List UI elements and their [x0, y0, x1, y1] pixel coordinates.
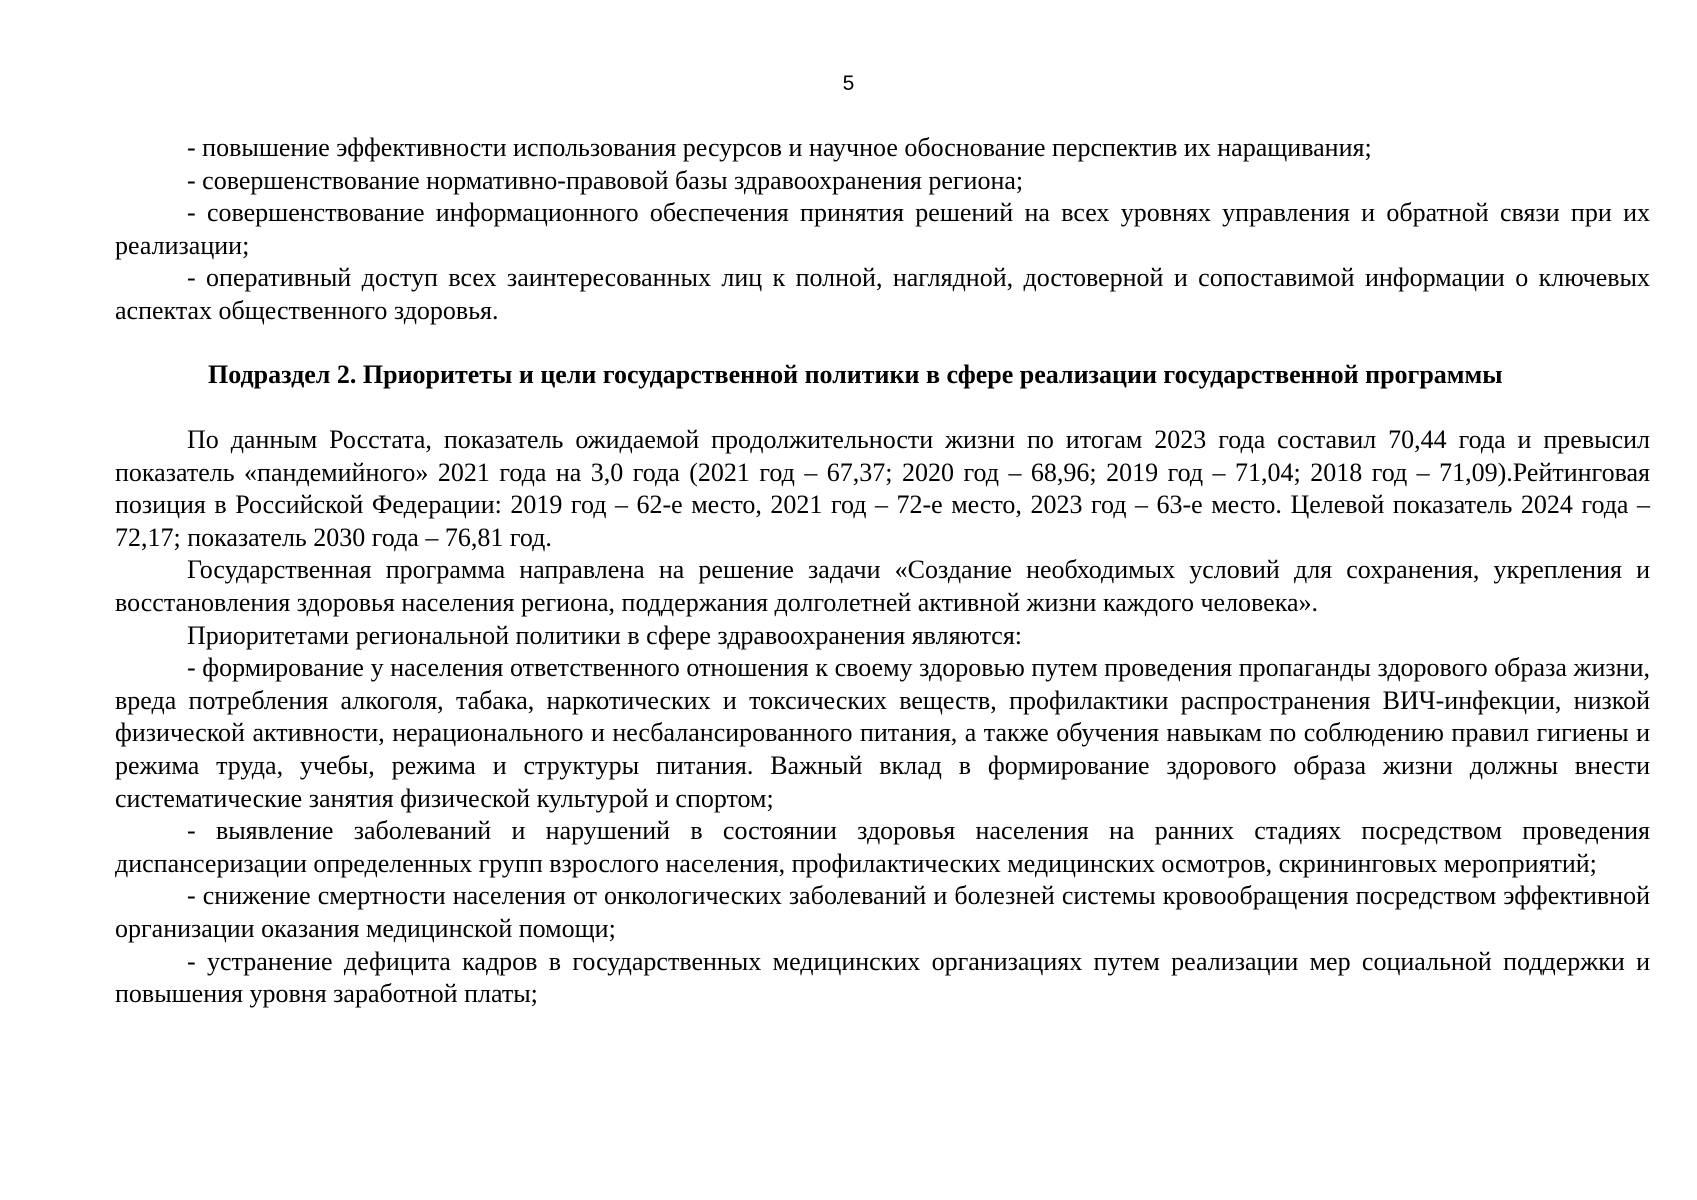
intro-list: [115, 132, 1650, 328]
intro-item: - повышение эффективности использования ресурсов и научное обоснование перспектив их наращивания;: [187, 133, 1372, 162]
paragraph-life-expectancy: По данным Росстата, показатель ожидаемой продолжительности жизни по итогам 2023 года составил 70,44 года и превысил показатель «пандемийного» 2021 года на 3,0 года (2021 год – 67,37; 2020 год – 68,96; 2019 год – 71,04; 2018 год – 71,09).Рейтинговая позиция в Российской Федерации: 2019 год – 62-е место, 2021 год – 72-е место, 2023 год – 63-е место. Целевой показатель 2024 года – 72,17; показатель 2030 года – 76,81 год.: [115, 425, 1650, 552]
priority-item: - снижение смертности населения от онкологических заболеваний и болезней системы кровообращения посредством эффективной организации оказания медицинской помощи;: [115, 881, 1650, 943]
section-heading: Подраздел 2. Приоритеты и цели государственной политики в сфере реализации государственной программы: [208, 360, 1503, 389]
intro-item: - оперативный доступ всех заинтересованных лиц к полной, наглядной, достоверной и сопоставимой информации о ключевых аспектах общественного здоровья.: [115, 263, 1650, 325]
paragraph-program-goal: Государственная программа направлена на решение задачи «Создание необходимых условий для сохранения, укрепления и восстановления здоровья населения региона, поддержания долголетней активной жизни каждого человека».: [115, 555, 1650, 617]
priority-item: - формирование у населения ответственного отношения к своему здоровью путем проведения пропаганды здорового образа жизни, вреда потребления алкоголя, табака, наркотических и токсических веществ, профилактики распространения ВИЧ-инфекции, низкой физической активности, нерационального и несбалансированного питания, а также обучения навыкам по соблюдению правил гигиены и режима труда, учебы, режима и структуры питания. Важный вклад в формирование здорового образа жизни должны внести систематические занятия физической культурой и спортом;: [115, 653, 1650, 813]
intro-item: - совершенствование информационного обеспечения принятия решений на всех уровнях управления и обратной связи при их реализации;: [115, 198, 1650, 260]
priority-item: - выявление заболеваний и нарушений в состоянии здоровья населения на ранних стадиях посредством проведения диспансеризации определенных групп взрослого населения, профилактических медицинских осмотров, скрининговых мероприятий;: [115, 816, 1650, 878]
section-body: [115, 424, 1650, 1011]
paragraph-priorities-intro: Приоритетами региональной политики в сфере здравоохранения являются:: [187, 620, 1023, 650]
priority-item: - устранение дефицита кадров в государственных медицинских организациях путем реализации мер социальной поддержки и повышения уровня заработной платы;: [115, 946, 1650, 1009]
page-number: 5: [842, 72, 855, 95]
intro-item: - совершенствование нормативно-правовой базы здравоохранения региона;: [187, 165, 1024, 195]
